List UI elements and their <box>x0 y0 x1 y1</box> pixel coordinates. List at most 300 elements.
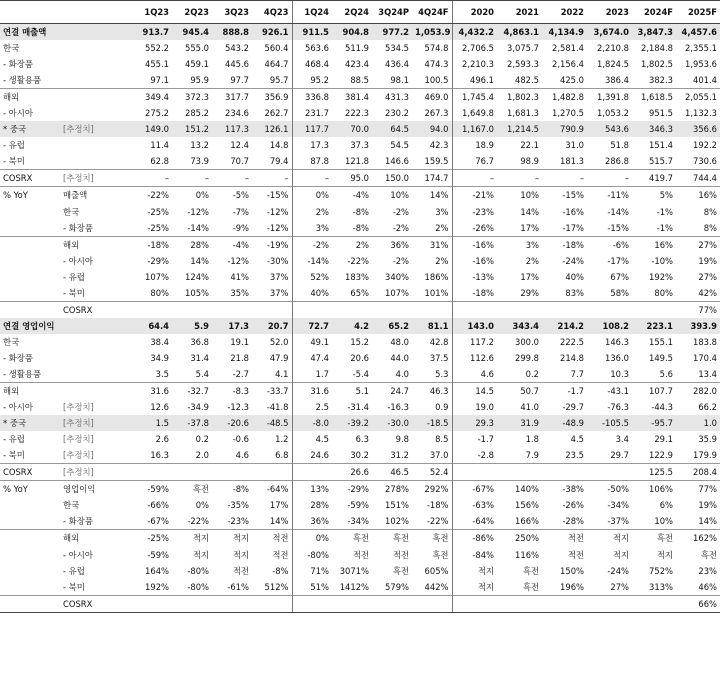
table-row <box>0 464 720 481</box>
table-cell: 386.4 <box>605 75 629 86</box>
table-cell: 80% <box>654 287 673 298</box>
table-cell: 24.7 <box>372 383 412 400</box>
table-cell: 192% <box>145 581 169 592</box>
row-sublabel: 해외 <box>60 236 132 253</box>
row-label <box>0 563 60 579</box>
table-cell: 431.3 <box>372 89 412 106</box>
table-cell: 52.0 <box>269 336 289 347</box>
table-cell: 67% <box>610 271 629 282</box>
table-cell: 98.1 <box>390 75 409 86</box>
table-cell: 563.6 <box>292 40 332 56</box>
table-cell: 18.9 <box>452 137 497 153</box>
table-cell: 흑전 <box>372 530 412 547</box>
table-cell: -15% <box>607 222 629 233</box>
table-cell: 95.2 <box>292 72 332 89</box>
table-cell: 250% <box>497 530 542 547</box>
table-cell: 42.3 <box>429 140 449 151</box>
table-cell: 52.4 <box>412 464 452 481</box>
table-cell: 116% <box>515 549 539 560</box>
row-label: 연결 매출액 <box>0 24 60 41</box>
table-cell: 300.0 <box>515 336 539 347</box>
table-cell: 0% <box>195 500 209 511</box>
table-cell: 101% <box>424 287 449 298</box>
table-cell: 16% <box>632 236 676 253</box>
table-row <box>0 318 720 334</box>
table-cell: 282.0 <box>676 383 720 400</box>
table-cell: 3,674.0 <box>587 24 632 41</box>
row-label <box>0 253 60 269</box>
table-cell: 37.3 <box>350 140 369 151</box>
table-cell: -33.7 <box>252 383 292 400</box>
table-cell: 107% <box>385 287 409 298</box>
table-cell: 425.0 <box>560 75 584 86</box>
table-cell: 2% <box>332 236 372 253</box>
table-cell: 381.4 <box>332 89 372 106</box>
table-cell: 흑전 <box>412 530 452 547</box>
table-cell: 29.1 <box>654 434 673 445</box>
row-sublabel: - 화장품 <box>63 516 93 527</box>
table-cell: 14% <box>412 187 452 204</box>
table-cell: 552.2 <box>145 43 169 54</box>
row-label <box>0 204 60 220</box>
table-cell <box>372 301 412 318</box>
table-cell: -11% <box>587 187 632 204</box>
table-cell: – <box>587 170 632 187</box>
table-cell: -8% <box>352 206 369 217</box>
table-cell: 29.7 <box>610 450 629 461</box>
table-row <box>0 383 720 400</box>
table-cell: 14.5 <box>452 383 497 400</box>
table-cell: 790.9 <box>542 121 587 137</box>
col-header: 1Q23 <box>132 1 172 24</box>
table-row <box>0 301 720 318</box>
table-cell <box>332 595 372 612</box>
table-cell: 71% <box>292 563 332 579</box>
table-cell: 23% <box>698 565 717 576</box>
table-cell: 51% <box>292 579 332 596</box>
table-cell: 3% <box>497 236 542 253</box>
row-label: * 중국 <box>0 415 60 431</box>
table-cell: 적지 <box>172 530 212 547</box>
table-cell: 31.6 <box>292 383 332 400</box>
table-cell: 54.5 <box>390 140 409 151</box>
table-cell: 149.0 <box>132 121 172 137</box>
table-cell: 5.9 <box>172 318 212 334</box>
row-label <box>0 595 60 612</box>
table-cell: 19% <box>698 255 717 266</box>
table-cell: -25% <box>147 222 169 233</box>
table-cell: 적지 <box>452 579 497 596</box>
table-cell: 10% <box>497 187 542 204</box>
table-cell: 0% <box>172 187 212 204</box>
table-cell: 299.8 <box>515 352 539 363</box>
table-cell: -66% <box>147 500 169 511</box>
row-label: * 중국 <box>0 121 60 137</box>
header-blank <box>0 1 60 24</box>
table-cell: -41.8 <box>266 402 289 413</box>
table-cell: 46% <box>698 581 717 592</box>
table-cell: 534.5 <box>385 43 409 54</box>
table-cell: -16% <box>452 253 497 269</box>
table-cell: 적전 <box>567 549 584 560</box>
table-cell: 231.7 <box>292 105 332 121</box>
table-cell: -39.2 <box>332 415 372 431</box>
table-cell: 1,649.8 <box>452 105 497 121</box>
col-header: 2Q23 <box>172 1 212 24</box>
row-label <box>0 530 60 547</box>
table-cell: 31% <box>412 236 452 253</box>
row-label: - 생활용품 <box>3 75 42 86</box>
table-cell: 12.6 <box>150 402 169 413</box>
table-cell: 275.2 <box>145 108 169 119</box>
table-cell: -44.3 <box>651 402 673 413</box>
table-cell: 27% <box>610 581 629 592</box>
table-cell: 13% <box>292 481 332 498</box>
row-sublabel: - 유럽 <box>63 565 85 576</box>
table-row <box>0 350 720 366</box>
table-cell: 401.4 <box>693 75 717 86</box>
table-cell: 4.1 <box>275 369 289 379</box>
table-cell: -24% <box>607 565 629 576</box>
row-sublabel <box>60 366 132 383</box>
row-label <box>0 547 60 563</box>
col-header: 1Q24 <box>292 1 332 24</box>
table-cell: -18.5 <box>412 415 452 431</box>
table-cell <box>292 464 332 481</box>
table-cell: 79.4 <box>269 156 289 167</box>
table-cell: 4.5 <box>292 431 332 447</box>
col-header: 3Q23 <box>212 1 252 24</box>
table-cell: 150.0 <box>372 170 412 187</box>
table-row <box>0 89 720 106</box>
table-cell <box>412 301 452 318</box>
table-cell: -4% <box>212 236 252 253</box>
row-label: 연결 영업이익 <box>0 318 60 334</box>
table-cell: 5.6 <box>659 369 673 379</box>
table-cell: 0% <box>292 187 332 204</box>
table-cell: -0.6 <box>232 434 249 445</box>
table-cell: -5.4 <box>352 369 369 379</box>
table-cell: 1,681.3 <box>507 108 539 119</box>
table-cell: 349.4 <box>132 89 172 106</box>
table-cell: 156% <box>515 500 539 511</box>
table-cell: -15% <box>252 187 292 204</box>
table-cell: -2% <box>392 255 409 266</box>
table-row <box>0 563 720 579</box>
table-cell: 27% <box>676 236 720 253</box>
table-cell: 1.2 <box>275 434 289 445</box>
table-cell: 7.7 <box>570 369 584 379</box>
table-cell: 17.3 <box>212 318 252 334</box>
table-cell: 105% <box>185 287 209 298</box>
row-sublabel: - 아시아 <box>63 255 93 266</box>
table-cell: 4.0 <box>395 369 409 379</box>
table-cell: 192% <box>649 271 673 282</box>
table-row <box>0 399 720 415</box>
row-label <box>0 269 60 285</box>
table-cell: 35% <box>230 287 249 298</box>
table-cell: 313% <box>649 581 673 592</box>
table-cell <box>252 464 292 481</box>
table-cell: 888.8 <box>212 24 252 41</box>
table-cell: -24% <box>562 255 584 266</box>
table-cell: 286.8 <box>605 156 629 167</box>
table-cell: 2% <box>525 255 539 266</box>
table-cell: 0.2 <box>525 369 539 379</box>
table-cell: 136.0 <box>605 352 629 363</box>
table-cell: 64.5 <box>372 121 412 137</box>
table-cell: 102% <box>385 516 409 527</box>
row-sublabel: - 화장품 <box>63 222 93 233</box>
table-cell: 2,210.8 <box>597 43 629 54</box>
table-cell: -76.3 <box>607 402 629 413</box>
table-cell: 31.6 <box>132 383 172 400</box>
table-cell: 64.4 <box>132 318 172 334</box>
table-cell: -63% <box>452 497 497 513</box>
table-cell <box>497 301 542 318</box>
table-cell: -86% <box>452 530 497 547</box>
row-sublabel: [추정치] <box>60 415 132 431</box>
table-cell: 47.9 <box>269 352 289 363</box>
table-cell: 흑전 <box>392 565 409 576</box>
table-cell: 6.8 <box>275 450 289 461</box>
row-label: - 북미 <box>3 450 25 461</box>
col-header: 4Q23 <box>252 1 292 24</box>
table-cell: -25% <box>132 530 172 547</box>
table-cell: 적지 <box>192 549 209 560</box>
table-cell: -67% <box>147 516 169 527</box>
table-cell <box>212 301 252 318</box>
table-cell: -12% <box>266 206 289 217</box>
table-cell: 515.7 <box>649 156 673 167</box>
table-cell: 17.3 <box>292 137 332 153</box>
table-cell: 적전 <box>272 549 289 560</box>
table-row <box>0 137 720 153</box>
table-cell: -21% <box>452 187 497 204</box>
row-sublabel: 한국 <box>63 500 80 511</box>
table-cell: -16.3 <box>387 402 409 413</box>
table-cell: 2,581.4 <box>552 43 584 54</box>
table-cell: – <box>132 170 172 187</box>
table-cell: 2,184.8 <box>641 43 673 54</box>
table-cell: 234.6 <box>225 108 249 119</box>
table-row <box>0 204 720 220</box>
table-cell: 2.6 <box>155 434 169 445</box>
table-cell: -2.7 <box>232 369 249 379</box>
row-label: - 유럽 <box>3 434 25 445</box>
table-cell: 5.3 <box>435 369 449 379</box>
table-cell: 267.3 <box>424 108 449 119</box>
table-cell: 83% <box>565 287 584 298</box>
table-cell: 2,355.1 <box>685 43 717 54</box>
row-label: % YoY <box>0 187 60 204</box>
table-cell: -34.9 <box>187 402 209 413</box>
table-cell: 977.2 <box>372 24 412 41</box>
table-cell: 95.0 <box>332 170 372 187</box>
table-cell: 66.2 <box>698 402 717 413</box>
table-cell: 372.3 <box>172 89 212 106</box>
table-cell: 1.8 <box>525 434 539 445</box>
table-cell: 151.4 <box>649 140 673 151</box>
table-cell: 흑전 <box>522 581 539 592</box>
table-cell <box>542 595 587 612</box>
table-cell: 77% <box>676 301 720 318</box>
table-cell: 41.0 <box>520 402 539 413</box>
table-cell: 196% <box>560 581 584 592</box>
table-row <box>0 269 720 285</box>
row-sublabel <box>60 72 132 89</box>
table-cell: 14% <box>190 255 209 266</box>
table-cell: 181.3 <box>560 156 584 167</box>
table-cell: -2.8 <box>452 447 497 464</box>
row-label <box>0 236 60 253</box>
table-cell: 46.5 <box>372 464 412 481</box>
table-cell: 3% <box>292 220 332 237</box>
table-cell: 6% <box>659 500 673 511</box>
table-cell: 0.9 <box>435 402 449 413</box>
table-cell: 12.4 <box>230 140 249 151</box>
table-cell: 31.4 <box>190 352 209 363</box>
table-cell: 적지 <box>612 549 629 560</box>
table-cell: 222.3 <box>345 108 369 119</box>
table-cell: -64% <box>252 481 292 498</box>
table-cell: 230.2 <box>385 108 409 119</box>
table-cell: -30% <box>266 255 289 266</box>
table-cell: 278% <box>372 481 412 498</box>
table-cell: 19.1 <box>230 336 249 347</box>
row-sublabel: 한국 <box>63 206 80 217</box>
table-cell <box>292 595 332 612</box>
col-header: 2025F <box>676 1 720 24</box>
table-cell: 1412% <box>339 581 369 592</box>
table-cell <box>132 464 172 481</box>
row-sublabel <box>60 350 132 366</box>
table-cell: 1,482.8 <box>542 89 587 106</box>
table-cell: 285.2 <box>185 108 209 119</box>
table-cell: 적지 <box>452 563 497 579</box>
table-cell: 5.1 <box>332 383 372 400</box>
table-cell: -22% <box>426 516 449 527</box>
table-cell: 1,053.9 <box>412 24 452 41</box>
table-cell: 3.4 <box>615 434 629 445</box>
table-cell: 143.0 <box>452 318 497 334</box>
table-cell: -59% <box>347 500 369 511</box>
table-cell <box>292 301 332 318</box>
table-cell: 흑전 <box>172 481 212 498</box>
table-cell: -8.3 <box>212 383 252 400</box>
table-cell: -8% <box>352 222 369 233</box>
table-cell: 21.8 <box>230 352 249 363</box>
table-cell: – <box>252 170 292 187</box>
table-cell: -1% <box>656 222 673 233</box>
table-row <box>0 40 720 56</box>
row-sublabel: [추정치] <box>60 121 132 137</box>
table-cell: 적지 <box>232 549 249 560</box>
col-header: 2020 <box>452 1 497 24</box>
table-cell: 42% <box>698 287 717 298</box>
table-cell: -1.7 <box>542 383 587 400</box>
table-cell: -4% <box>332 187 372 204</box>
row-sublabel: - 아시아 <box>63 549 93 560</box>
table-cell: -14% <box>607 206 629 217</box>
table-cell <box>212 595 252 612</box>
table-cell: -15% <box>542 187 587 204</box>
table-cell: 37.0 <box>429 450 449 461</box>
table-row <box>0 447 720 464</box>
row-label: 해외 <box>0 383 60 400</box>
table-cell: -10% <box>651 255 673 266</box>
table-cell <box>587 464 632 481</box>
table-cell: 65.2 <box>372 318 412 334</box>
table-row <box>0 236 720 253</box>
table-cell: 2.5 <box>292 399 332 415</box>
table-header-row <box>0 1 720 24</box>
table-cell <box>632 301 676 318</box>
table-cell: -43.1 <box>587 383 632 400</box>
table-cell: 1,132.3 <box>685 108 717 119</box>
table-cell: 17% <box>520 222 539 233</box>
row-sublabel <box>60 105 132 121</box>
table-cell: -26% <box>452 220 497 237</box>
table-cell: -20.6 <box>212 415 252 431</box>
table-cell: 적지 <box>212 530 252 547</box>
table-cell: 19.0 <box>452 399 497 415</box>
table-cell: 1,167.0 <box>452 121 497 137</box>
table-cell: 3071% <box>339 565 369 576</box>
table-cell: -13% <box>452 269 497 285</box>
table-cell: 95.9 <box>190 75 209 86</box>
table-cell: -18% <box>542 236 587 253</box>
table-cell: 62.8 <box>150 156 169 167</box>
table-cell: 262.7 <box>264 108 289 119</box>
row-sublabel <box>60 153 132 170</box>
row-label: - 북미 <box>3 156 25 167</box>
table-cell: 442% <box>424 581 449 592</box>
table-cell: -37% <box>607 516 629 527</box>
row-sublabel: [추정치] <box>60 170 132 187</box>
table-cell: 436.4 <box>385 59 409 70</box>
table-cell: -2% <box>392 206 409 217</box>
col-header: 2023 <box>587 1 632 24</box>
table-cell: 26.6 <box>332 464 372 481</box>
table-cell: 20.7 <box>252 318 292 334</box>
table-cell: -22% <box>187 516 209 527</box>
table-cell: 5% <box>632 187 676 204</box>
table-cell: 31.0 <box>565 140 584 151</box>
table-cell: 73.9 <box>190 156 209 167</box>
table-cell: 346.3 <box>632 121 676 137</box>
table-row <box>0 513 720 530</box>
row-sublabel <box>60 40 132 56</box>
table-cell: 흑전 <box>700 549 717 560</box>
table-cell: 3.5 <box>155 369 169 379</box>
table-cell: 605% <box>424 565 449 576</box>
table-cell: 2,156.4 <box>552 59 584 70</box>
table-cell: 40% <box>565 271 584 282</box>
table-cell: -16% <box>452 236 497 253</box>
table-cell: 흑전 <box>522 565 539 576</box>
table-cell: 35.9 <box>698 434 717 445</box>
table-cell: 16% <box>676 187 720 204</box>
table-cell: 흑전 <box>332 530 372 547</box>
table-cell: 8% <box>703 222 717 233</box>
table-cell: -30.0 <box>372 415 412 431</box>
table-cell: -28% <box>562 516 584 527</box>
table-cell: 47.4 <box>292 350 332 366</box>
table-cell: 124% <box>185 271 209 282</box>
table-cell: 48.0 <box>390 336 409 347</box>
row-label: COSRX <box>0 170 60 187</box>
